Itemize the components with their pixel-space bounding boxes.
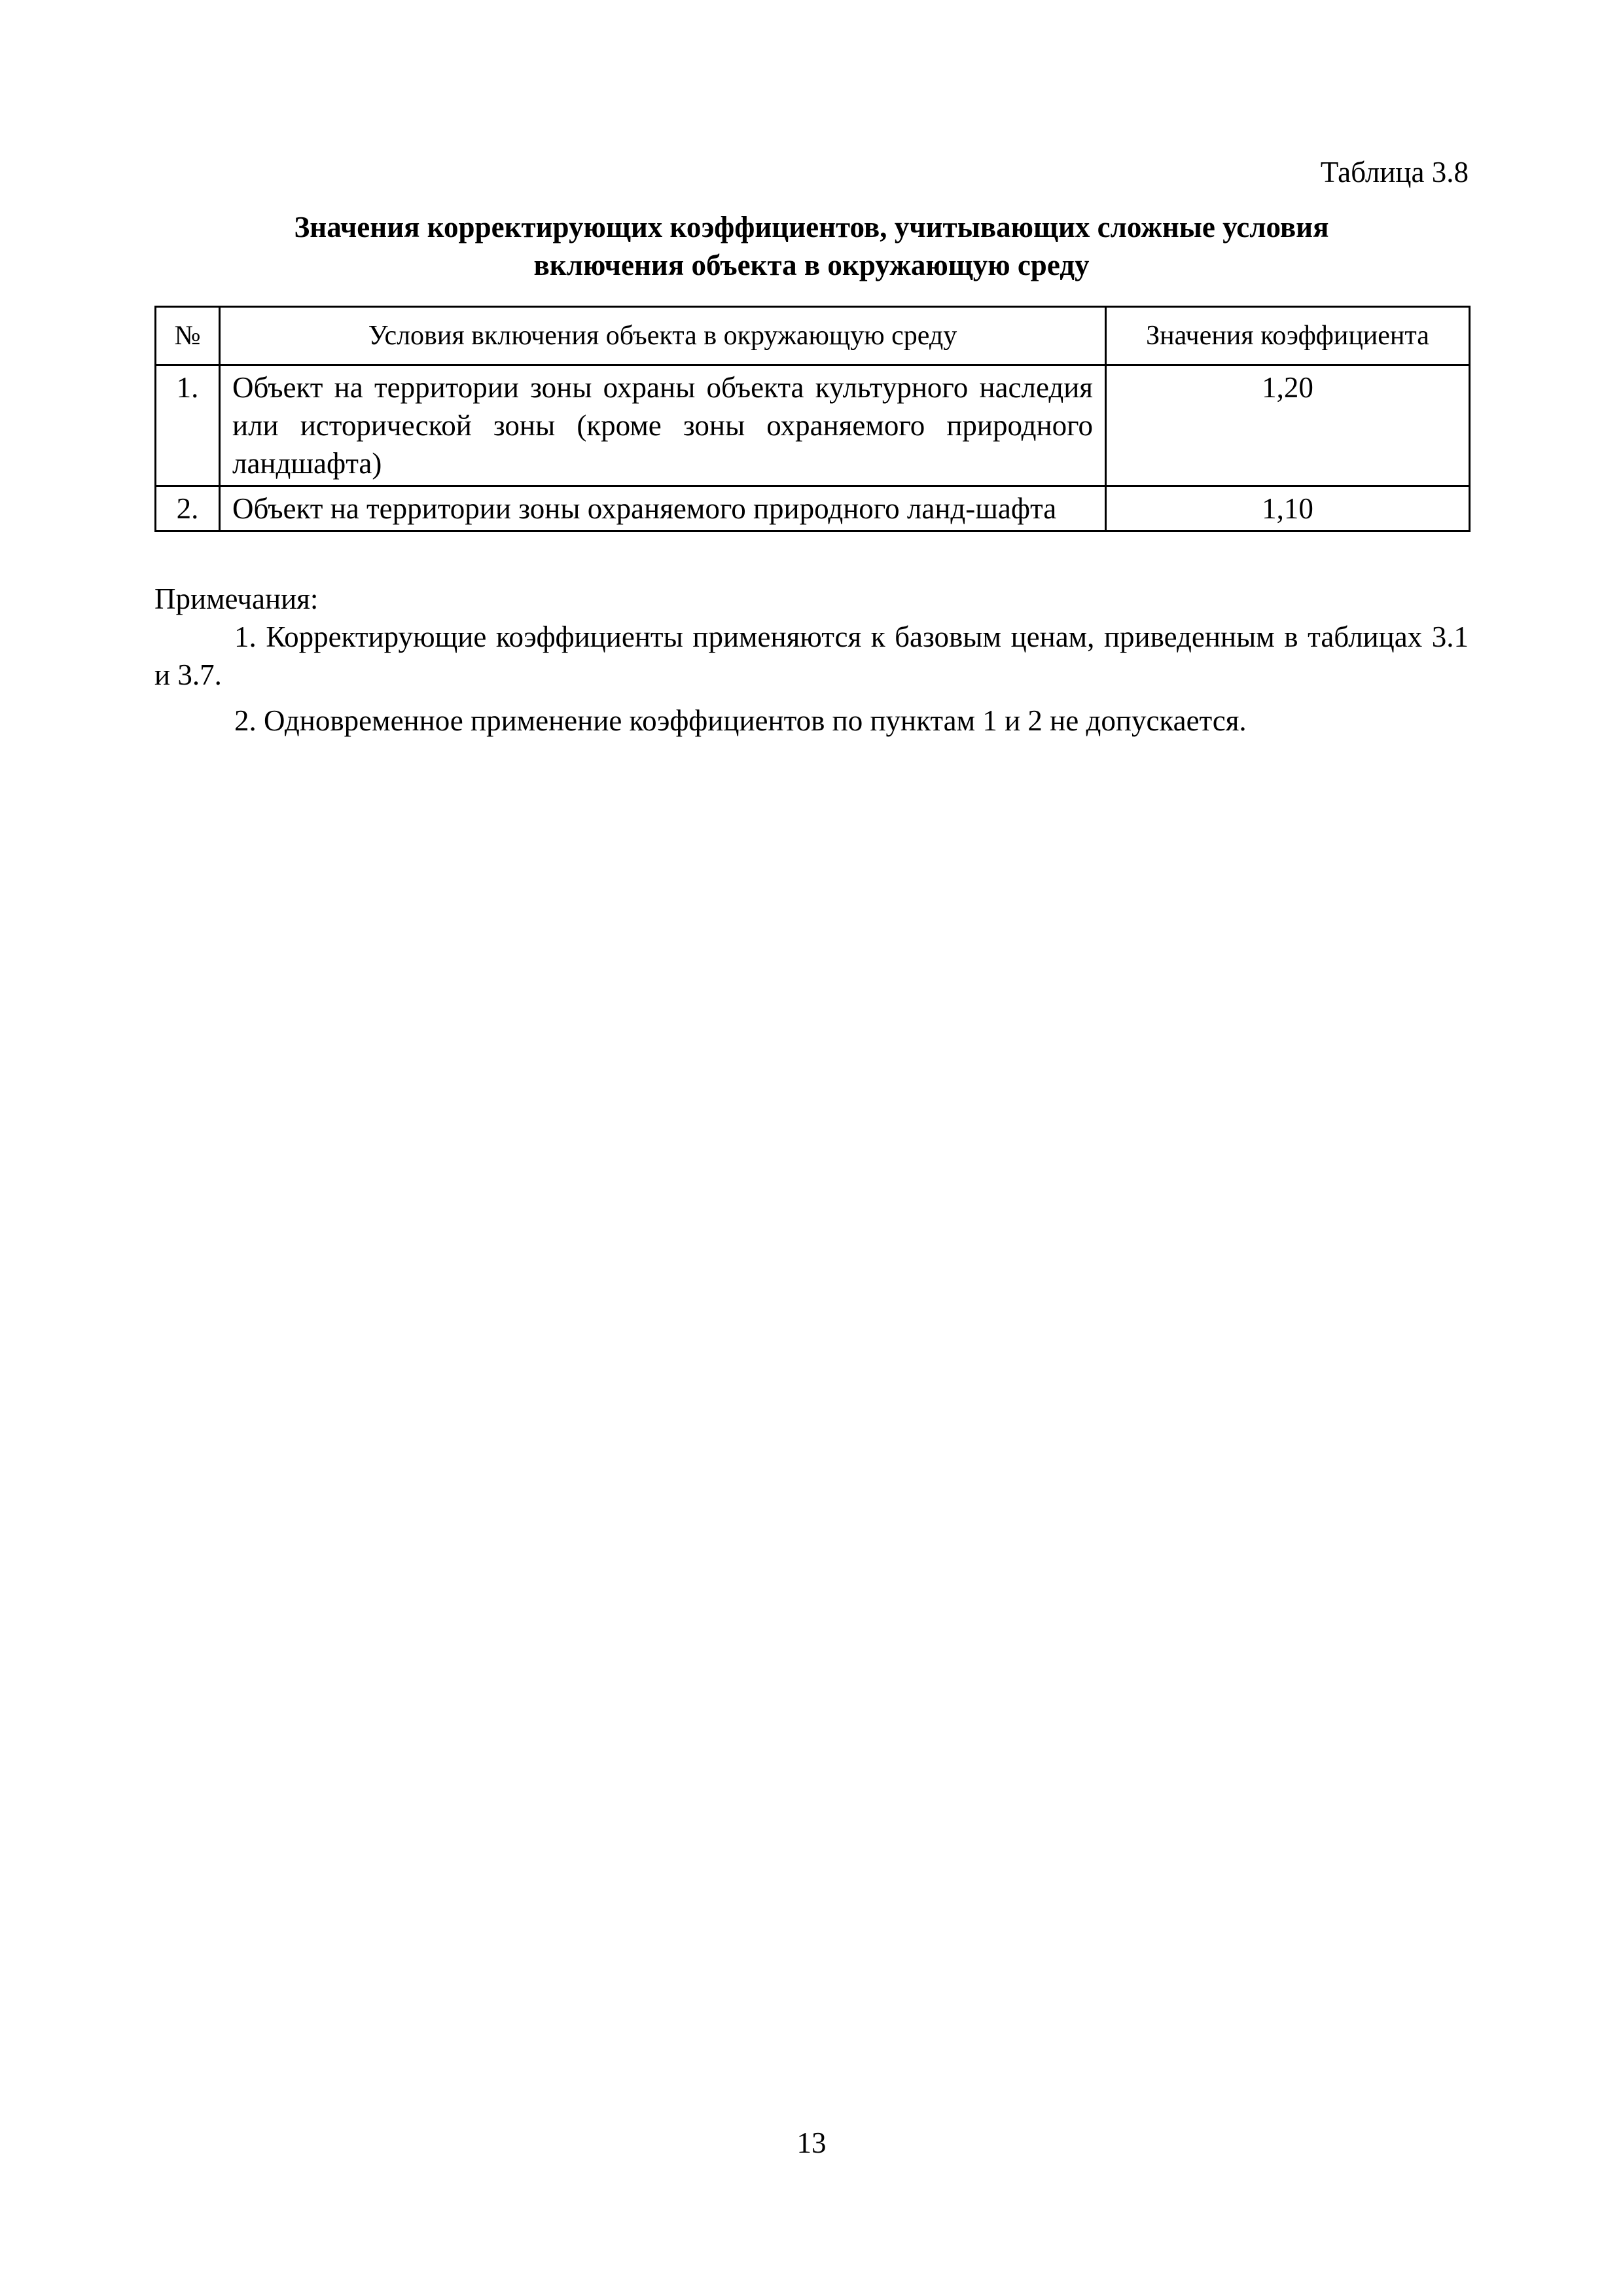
row-number: 2. (156, 486, 220, 531)
row-condition: Объект на территории зоны охраняемого природного ланд-шафта (220, 486, 1106, 531)
table-row (156, 486, 1470, 531)
header-condition: Условия включения объекта в окружающую среду (220, 307, 1106, 365)
header-value: Значения коэффициента (1106, 307, 1470, 365)
row-value: 1,20 (1106, 365, 1470, 486)
row-value: 1,10 (1106, 486, 1470, 531)
row-condition: Объект на территории зоны охраны объекта культурного наследия или исторической зоны (кроме зоны охраняемого природного ландшафта) (220, 365, 1106, 486)
notes-heading: Примечания: (154, 583, 319, 615)
table-row (156, 365, 1470, 486)
table-header-row (156, 307, 1470, 365)
row-number: 1. (156, 365, 220, 486)
table-title-line-1: Значения корректирующих коэффициентов, учитывающих сложные условия (294, 211, 1329, 243)
note-item: 1. Корректирующие коэффициенты применяются к базовым ценам, приведенным в таблицах 3.1 и 3.7. (154, 620, 1469, 691)
table-label: Таблица 3.8 (1320, 156, 1469, 188)
header-number: № (156, 307, 220, 365)
page-number: 13 (796, 2126, 827, 2159)
note-item: 2. Одновременное применение коэффициентов по пунктам 1 и 2 не допускается. (234, 704, 1247, 737)
coefficients-table (154, 306, 1471, 532)
table-title (154, 208, 1469, 284)
table-title-line-2: включения объекта в окружающую среду (533, 249, 1090, 281)
notes-section (154, 580, 1469, 747)
